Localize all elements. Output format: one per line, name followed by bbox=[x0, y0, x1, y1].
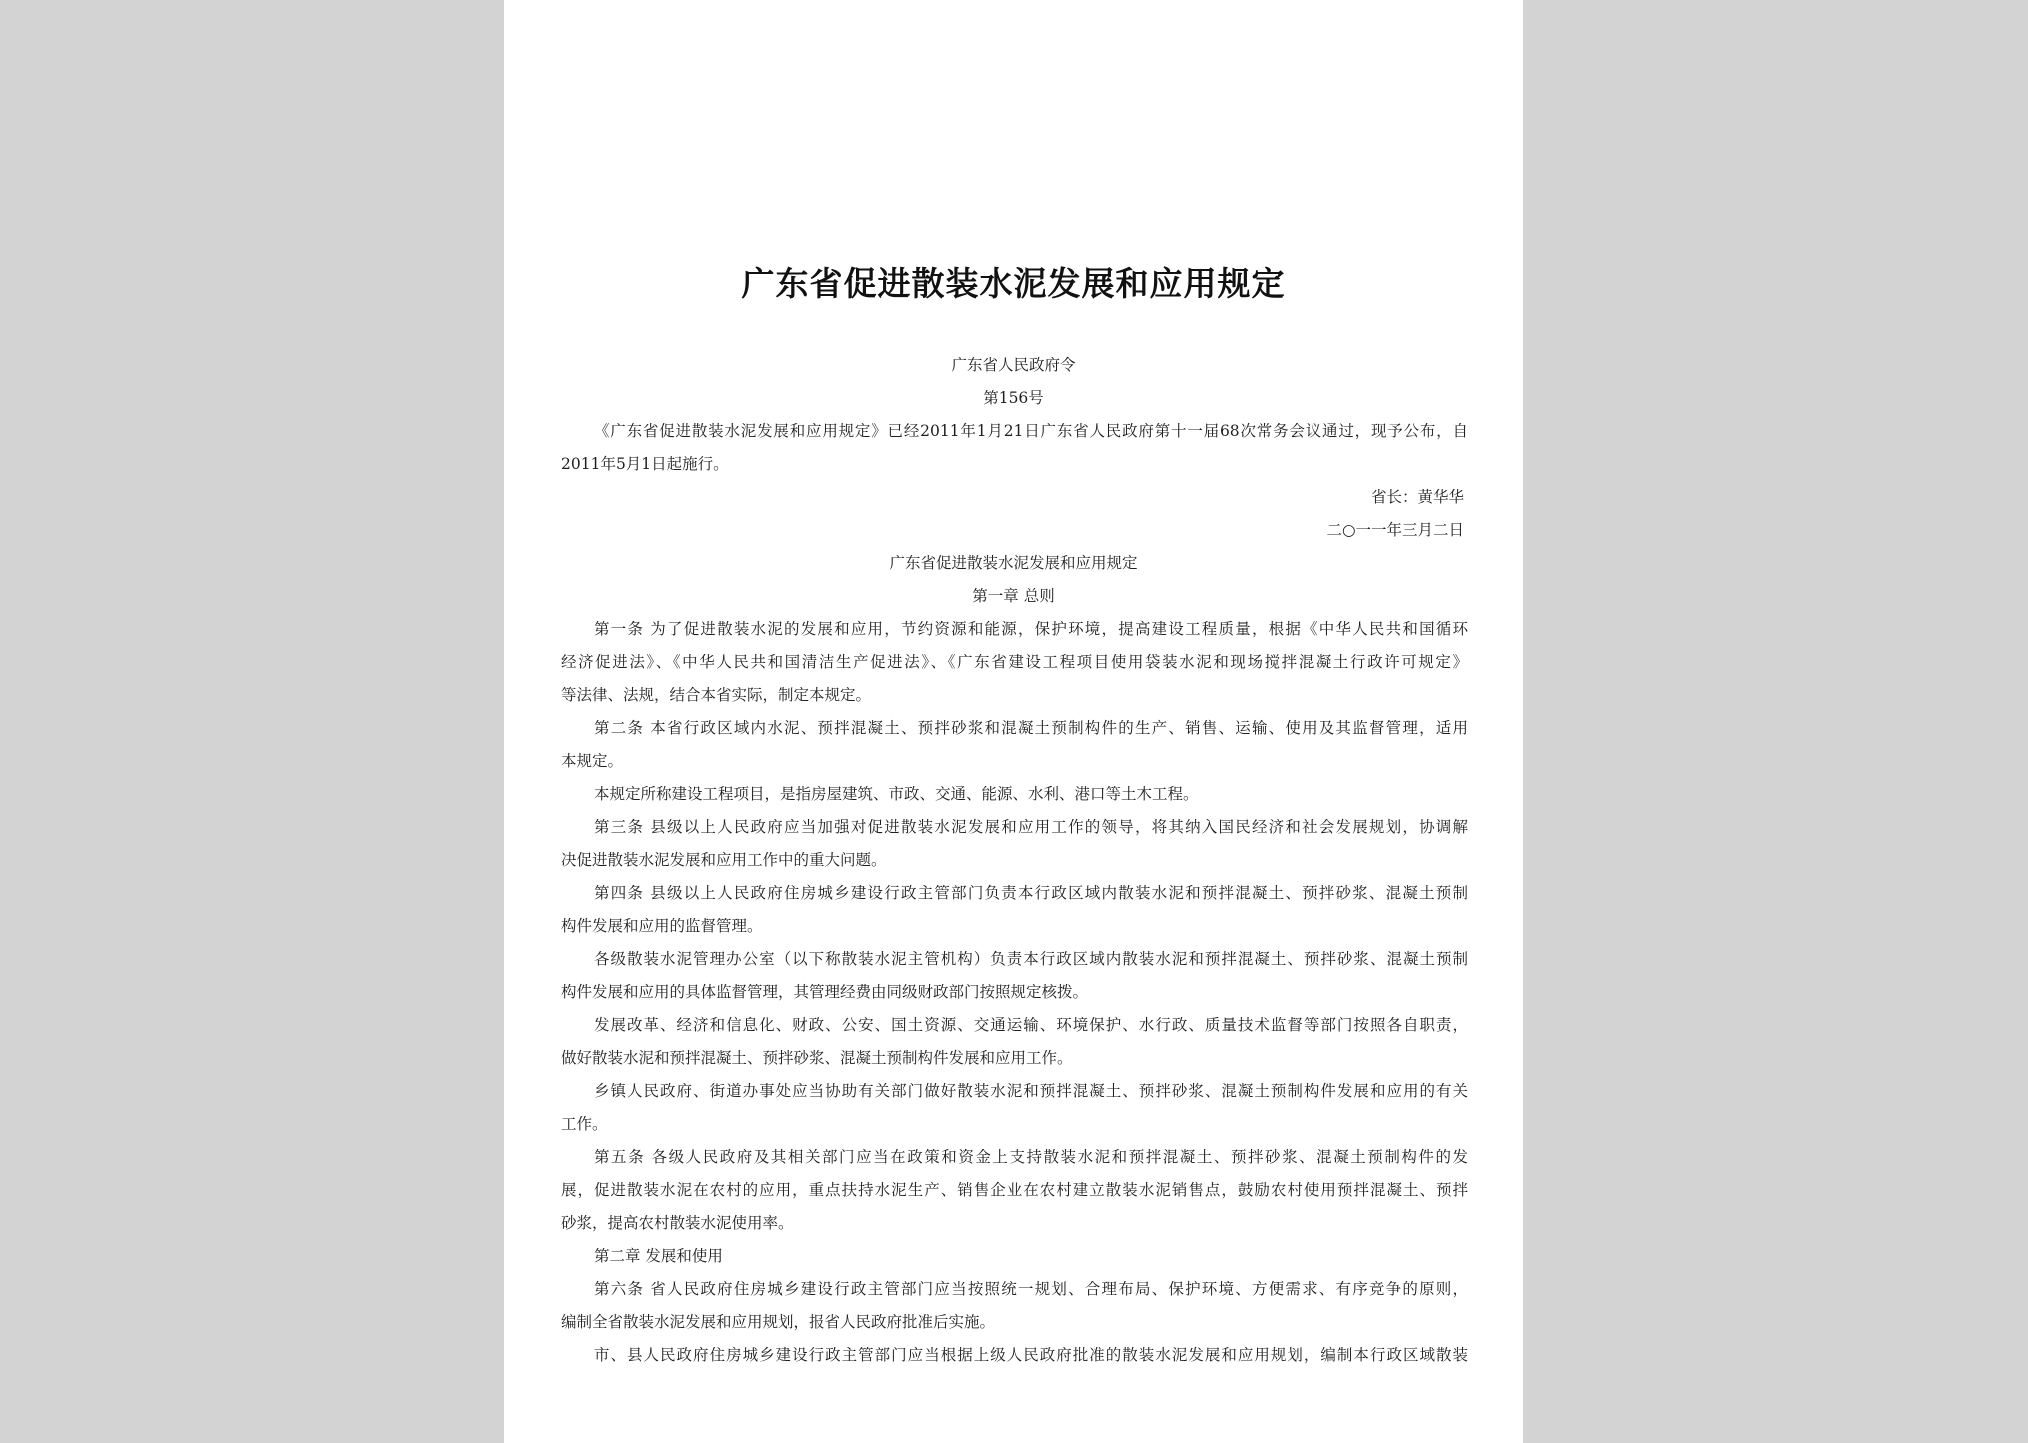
body-line: 构件发展和应用的监督管理。 bbox=[561, 917, 763, 935]
body-line: 工作。 bbox=[561, 1115, 608, 1133]
body-line: 编制全省散装水泥发展和应用规划，报省人民政府批准后实施。 bbox=[561, 1313, 996, 1331]
decree-issuer: 广东省人民政府令 bbox=[951, 356, 1076, 374]
decree-number: 第156号 bbox=[983, 389, 1044, 407]
governor-signature: 省长：黄华华 bbox=[1370, 488, 1464, 506]
preamble-line: 2011年5月1日起施行。 bbox=[561, 455, 729, 473]
body-line: 等法律、法规，结合本省实际，制定本规定。 bbox=[561, 686, 872, 704]
body-line: 市、县人民政府住房城乡建设行政主管部门应当根据上级人民政府批准的散装水泥发展和应用规划，编制本行政区域散装 bbox=[594, 1346, 1468, 1364]
signature-date: 二○一一年三月二日 bbox=[1326, 521, 1464, 539]
body-line: 做好散装水泥和预拌混凝土、预拌砂浆、混凝土预制构件发展和应用工作。 bbox=[561, 1049, 1073, 1067]
body-line: 展，促进散装水泥在农村的应用，重点扶持水泥生产、销售企业在农村建立散装水泥销售点，鼓励农村使用预拌混凝土、预拌 bbox=[561, 1181, 1468, 1199]
body-line: 经济促进法》、《中华人民共和国清洁生产促进法》、《广东省建设工程项目使用袋装水泥和现场搅拌混凝土行政许可规定》 bbox=[561, 653, 1468, 671]
body-line: 本规定。 bbox=[561, 752, 624, 770]
body-line: 第六条 省人民政府住房城乡建设行政主管部门应当按照统一规划、合理布局、保护环境、方便需求、有序竞争的原则， bbox=[594, 1280, 1468, 1298]
body-line: 发展改革、经济和信息化、财政、公安、国土资源、交通运输、环境保护、水行政、质量技术监督等部门按照各自职责， bbox=[594, 1016, 1468, 1034]
body-line: 本规定所称建设工程项目，是指房屋建筑、市政、交通、能源、水利、港口等土木工程。 bbox=[594, 785, 1199, 803]
preamble-line: 《广东省促进散装水泥发展和应用规定》已经2011年1月21日广东省人民政府第十一届68次常务会议通过，现予公布，自 bbox=[594, 422, 1468, 440]
document-page bbox=[504, 0, 1523, 1443]
regulation-title: 广东省促进散装水泥发展和应用规定 bbox=[889, 554, 1138, 572]
body-line: 决促进散装水泥发展和应用工作中的重大问题。 bbox=[561, 851, 887, 869]
body-line: 第五条 各级人民政府及其相关部门应当在政策和资金上支持散装水泥和预拌混凝土、预拌砂浆、混凝土预制构件的发 bbox=[594, 1148, 1468, 1166]
chapter-heading: 第二章 发展和使用 bbox=[594, 1247, 723, 1265]
body-line: 砂浆，提高农村散装水泥使用率。 bbox=[561, 1214, 794, 1232]
body-line: 乡镇人民政府、街道办事处应当协助有关部门做好散装水泥和预拌混凝土、预拌砂浆、混凝土预制构件发展和应用的有关 bbox=[594, 1082, 1468, 1100]
body-line: 第一条 为了促进散装水泥的发展和应用，节约资源和能源，保护环境，提高建设工程质量，根据《中华人民共和国循环 bbox=[594, 620, 1468, 638]
body-line: 各级散装水泥管理办公室（以下称散装水泥主管机构）负责本行政区域内散装水泥和预拌混凝土、预拌砂浆、混凝土预制 bbox=[594, 950, 1468, 968]
body-line: 第三条 县级以上人民政府应当加强对促进散装水泥发展和应用工作的领导，将其纳入国民经济和社会发展规划，协调解 bbox=[594, 818, 1468, 836]
body-line: 第二条 本省行政区域内水泥、预拌混凝土、预拌砂浆和混凝土预制构件的生产、销售、运输、使用及其监督管理，适用 bbox=[594, 719, 1468, 737]
body-line: 构件发展和应用的具体监督管理，其管理经费由同级财政部门按照规定核拨。 bbox=[561, 983, 1089, 1001]
document-title: 广东省促进散装水泥发展和应用规定 bbox=[741, 264, 1286, 303]
body-line: 第四条 县级以上人民政府住房城乡建设行政主管部门负责本行政区域内散装水泥和预拌混凝土、预拌砂浆、混凝土预制 bbox=[594, 884, 1468, 902]
chapter-heading: 第一章 总则 bbox=[972, 587, 1055, 605]
